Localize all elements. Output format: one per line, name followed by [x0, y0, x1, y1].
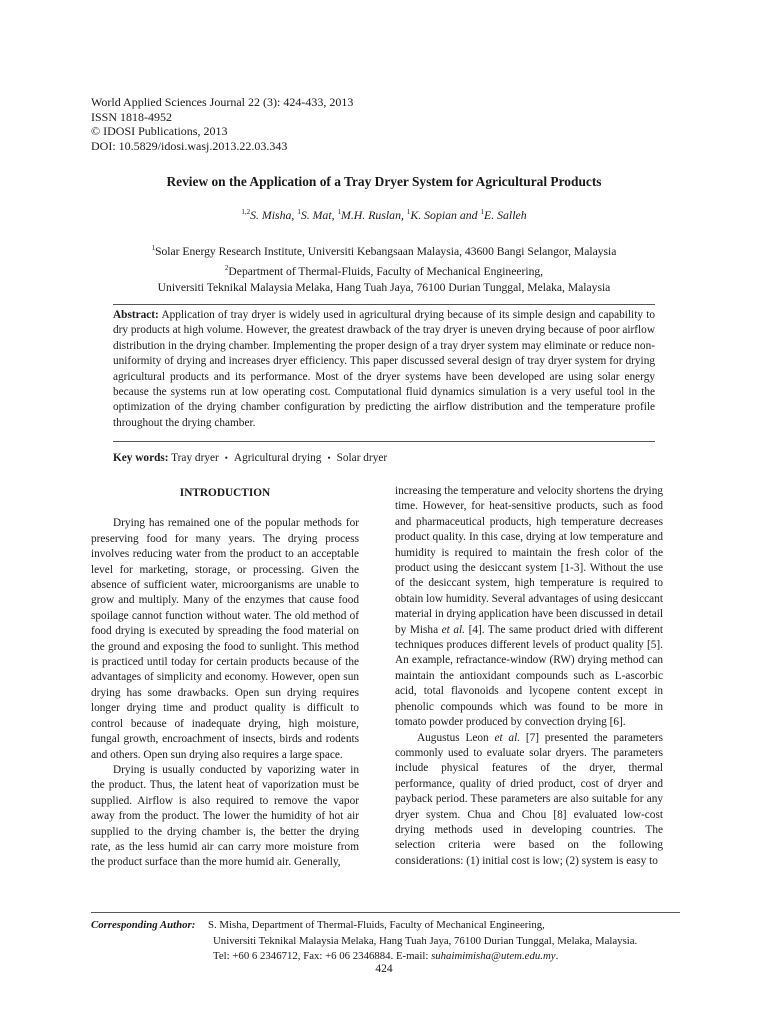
paper-title: Review on the Application of a Tray Dryer System for Agricultural Products — [166, 174, 602, 189]
author-list — [80, 208, 688, 223]
keyword-item: Tray dryer — [171, 452, 219, 464]
author-sup: 1 — [480, 208, 485, 217]
body-column-left — [91, 484, 359, 871]
author-sup: 1 — [297, 208, 301, 217]
journal-meta — [91, 95, 353, 153]
corresponding-label: Corresponding Author: — [91, 919, 196, 931]
keyword-item: Solar dryer — [336, 452, 388, 464]
body-column-right — [395, 484, 663, 869]
keywords-label: Key words: — [113, 452, 169, 464]
journal-issn: ISSN 1818-4952 — [91, 109, 173, 124]
author-name: S. Misha, — [250, 208, 295, 222]
author-sup: 1,2 — [241, 208, 251, 217]
footer-rule — [91, 912, 680, 913]
affiliation-sup: 2 — [224, 263, 229, 272]
page-number: 424 — [375, 963, 393, 975]
abstract-top-rule — [113, 304, 655, 305]
corresponding-line-1 — [91, 918, 691, 934]
author-sup: 1 — [406, 208, 411, 217]
contact-text: Tel: +60 6 2346712, Fax: +6 06 2346884. E-mail: — [213, 950, 429, 962]
author-sup: 1 — [337, 208, 342, 217]
body-paragraph — [395, 484, 663, 731]
journal-doi: DOI: 10.5829/idosi.wasj.2013.22.03.343 — [91, 138, 288, 153]
affiliation-text: Department of Thermal-Fluids, Faculty of Mechanical Engineering, — [228, 264, 544, 278]
body-text: [4]. The same product dried with different techniques produces different levels of product quality [5]. An example, refractance-window (RW) drying method can maintain the antioxidant compounds such as L-ascorbic acid, total flavonoids and lycopene content except in phenolic compounds which was found to be more in tomato powder produced by convection drying [6]. — [395, 623, 663, 729]
corresponding-text: S. Misha, Department of Thermal-Fluids, Faculty of Mechanical Engineering, — [208, 919, 545, 931]
email-link[interactable]: suhaimimisha@utem.edu.my — [431, 950, 556, 962]
affiliation-3: Universiti Teknikal Malaysia Melaka, Hang Tuah Jaya, 76100 Durian Tunggal, Melaka, Malaysia — [157, 280, 611, 294]
affiliation-sup: 1 — [151, 244, 156, 252]
author-name: S. Mat, — [300, 208, 335, 222]
journal-copyright: © IDOSI Publications, 2013 — [91, 124, 228, 138]
abstract-text: Application of tray dryer is widely used in agricultural drying because of its simple design and capability to dry products at high volume. However, the greatest drawback of the tray dryer is uneven drying because of poor airflow distribution in the drying chamber. Implementing the proper design of a tray dryer system may eliminate or reduce non-uniformity of drying and increases dryer efficiency. This paper discussed several design of tray dryer system for drying agricultural products and its performance. Most of the dryer systems have been developed are using solar energy because the systems run at low operating cost. Computational fluid dynamics simulation is a very useful tool in the optimization of the drying chamber configuration by predicting the airflow distribution and the temperature profile throughout the drying chamber. — [113, 309, 655, 429]
et-al: et al. — [494, 731, 521, 744]
body-text: [7] presented the parameters commonly used to evaluate solar dryers. The parameters include physical features of the dryer, thermal performance, quality of dried product, cost of dryer and payback period. These parameters are also suitable for any dryer system. Chua and Chou [8] evaluated low-cost drying methods used in developing countries. The selection criteria were based on the following considerations: (1) initial cost is low; (2) system is easy to — [395, 731, 664, 867]
journal-citation: World Applied Sciences Journal 22 (3): 424-433, 2013 — [91, 95, 354, 109]
body-paragraph — [395, 731, 663, 870]
body-text: Augustus Leon — [417, 731, 489, 744]
affiliation-1 — [80, 240, 688, 260]
keyword-separator: • — [224, 453, 228, 463]
author-name: M.H. Ruslan, — [341, 208, 404, 222]
affiliations — [80, 240, 688, 296]
body-paragraph: Drying is usually conducted by vaporizing water in the product. Thus, the latent heat of vaporization must be supplied. Airflow is also required to remove the vapor away from the product. The lower the humidity of hot air supplied to the drying chamber is, the better the drying rate, as the less humid air can carry more moisture from the product surface than the more humid air. Generally, — [91, 763, 359, 869]
author-name: K. Sopian and — [410, 208, 478, 222]
affiliation-text: Solar Energy Research Institute, Universiti Kebangsaan Malaysia, 43600 Bangi Selangor, Malaysia — [155, 244, 617, 258]
affiliation-2 — [80, 260, 688, 280]
keyword-item: Agricultural drying — [233, 452, 322, 464]
author-name: E. Salleh — [484, 208, 527, 222]
corresponding-line-2: Universiti Teknikal Malaysia Melaka, Hang Tuah Jaya, 76100 Durian Tunggal, Melaka, Malaysia. — [213, 934, 638, 947]
contact-text: . — [555, 950, 559, 962]
body-paragraph: Drying has remained one of the popular methods for preserving food for many years. The drying process involves reducing water from the product to an acceptable level for marketing, storage, or processing. Given the absence of sufficient water, microorganisms are unable to grow and multiply. Many of the enzymes that cause food spoilage cannot function without water. The old method of food drying is executed by spreading the food material on the ground and exposing the food to sunlight. This method is practiced until today for certain products because of the advantages of simplicity and economy. However, open sun drying has some drawbacks. Open sun drying requires longer drying time and product quality is difficult to control because of inadequate drying, high moisture, fungal growth, encroachment of insects, birds and rodents and others. Open sun drying also requires a large space. — [91, 517, 359, 761]
abstract-bottom-rule — [113, 441, 655, 442]
abstract — [113, 308, 655, 431]
abstract-label: Abstract: — [113, 309, 159, 321]
keyword-separator: • — [327, 453, 331, 463]
corresponding-author — [91, 918, 691, 965]
body-text: increasing the temperature and velocity shortens the drying time. However, for heat-sensitive products, such as food and pharmaceutical products, high temperature decreases product quality. In this case, drying at low temperature and humidity is required to maintain the fresh color of the product using the desiccant system [1-3]. Without the use of the desiccant system, high temperature is required to obtain low humidity. Several advantages of using desiccant material in drying application have been discussed in detail by Misha — [395, 485, 663, 636]
keywords — [113, 452, 655, 464]
et-al: et al. — [441, 623, 465, 636]
section-heading: INTRODUCTION — [179, 487, 271, 499]
